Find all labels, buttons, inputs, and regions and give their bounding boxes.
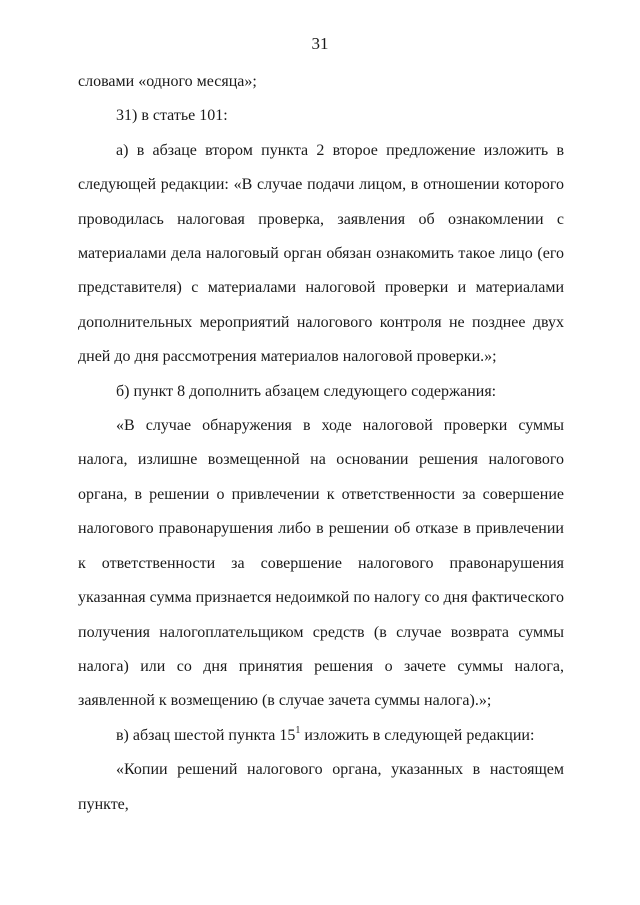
paragraph-subitem-b: б) пункт 8 дополнить абзацем следующего содержания: (116, 382, 497, 400)
paragraph-quoted-text: «В случае обнаружения в ходе налоговой проверки суммы налога, излишне возмещенной на основании решения налогового органа, в решении о привлечении к ответственности за совершение налогового правонарушения либо в решении об отказе в привлечении к ответственности за совершение налогового правонарушения указанная сумма признается недоимкой по налогу со дня фактического получения налогоплательщиком средств (в случае возврата суммы налога) или со дня принятия решения о зачете суммы налога, заявленной к возмещению (в случае зачета суммы налога).»; (78, 417, 564, 710)
paragraph-subitem-a: а) в абзаце втором пункта 2 второе предложение изложить в следующей редакции: «В случае подачи лицом, в отношении которого проводилась налоговая проверка, заявления об ознакомлении с материалами дела налоговый орган обязан ознакомить такое лицо (его представителя) с материалами налоговой проверки и материалами дополнительных мероприятий налогового контроля не позднее двух дней до дня рассмотрения материалов налоговой проверки.»; (78, 141, 564, 366)
paragraph-subitem-v (78, 719, 564, 753)
page-number: 31 (311, 34, 329, 53)
paragraph-subitem-v-start: в) абзац шестой пункта 15 (116, 726, 296, 744)
superscript-index: 1 (295, 724, 301, 736)
document-body (78, 65, 564, 822)
paragraph-continuation: словами «одного месяца»; (78, 73, 257, 90)
paragraph-article-item: 31) в статье 101: (116, 107, 228, 125)
paragraph-quoted-start: «Копии решений налогового органа, указанных в настоящем пункте, (78, 761, 564, 813)
paragraph-subitem-v-end: изложить в следующей редакции: (300, 726, 535, 744)
